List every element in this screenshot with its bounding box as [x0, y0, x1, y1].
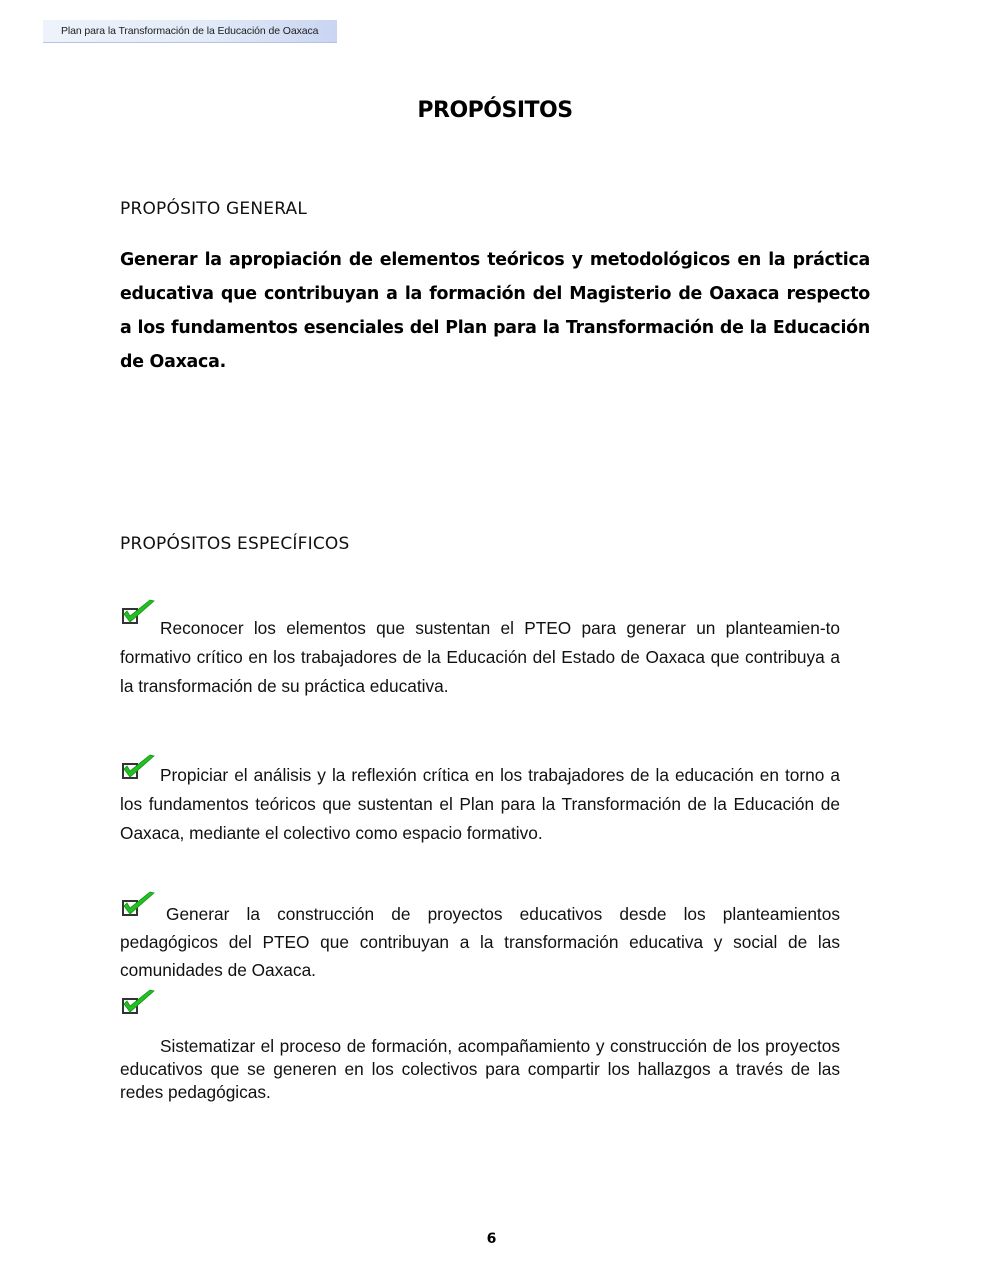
specific-purpose-text: Reconocer los elementos que sustentan el PTEO para generar un planteamien-to formativo crítico en los trabajadores de la Educación del Estado de Oaxaca que contribuya a la transformación de su práctica educativa. [120, 618, 840, 696]
specific-purpose-text: Propiciar el análisis y la reflexión crítica en los trabajadores de la educación en torno a los fundamentos teóricos que sustentan el Plan para la Transformación de la Educación de Oaxaca, mediante el colectivo como espacio formativo. [120, 765, 840, 843]
specific-purpose-item [120, 900, 840, 984]
specific-purpose-text: Generar la construcción de proyectos educativos desde los planteamientos pedagógicos del PTEO que contribuyan a la transformación educativa y social de las comunidades de Oaxaca. [120, 904, 840, 980]
page-title: PROPÓSITOS [417, 98, 573, 123]
specific-purpose-text: Sistematizar el proceso de formación, acompañamiento y construcción de los proyectos educativos que se generen en los colectivos para compartir los hallazgos a través de las redes pedagógicas. [120, 1036, 840, 1102]
specific-purpose-item [120, 1035, 840, 1104]
specific-purpose-item [120, 614, 840, 701]
general-purpose-text: Generar la apropiación de elementos teóricos y metodológicos en la práctica educativa que contribuyan a la formación del Magisterio de Oaxaca respecto a los fundamentos esenciales del Plan para la Transformación de la Educación de Oaxaca. [120, 250, 870, 372]
general-purpose-heading: PROPÓSITO GENERAL [120, 199, 308, 219]
page-number: 6 [486, 1231, 497, 1247]
running-header-text: Plan para la Transformación de la Educación de Oaxaca [61, 25, 319, 37]
running-header [43, 20, 337, 43]
checkbox-checked-icon [120, 988, 156, 1016]
specific-purposes-heading: PROPÓSITOS ESPECÍFICOS [120, 534, 350, 554]
specific-purpose-item [120, 761, 840, 848]
